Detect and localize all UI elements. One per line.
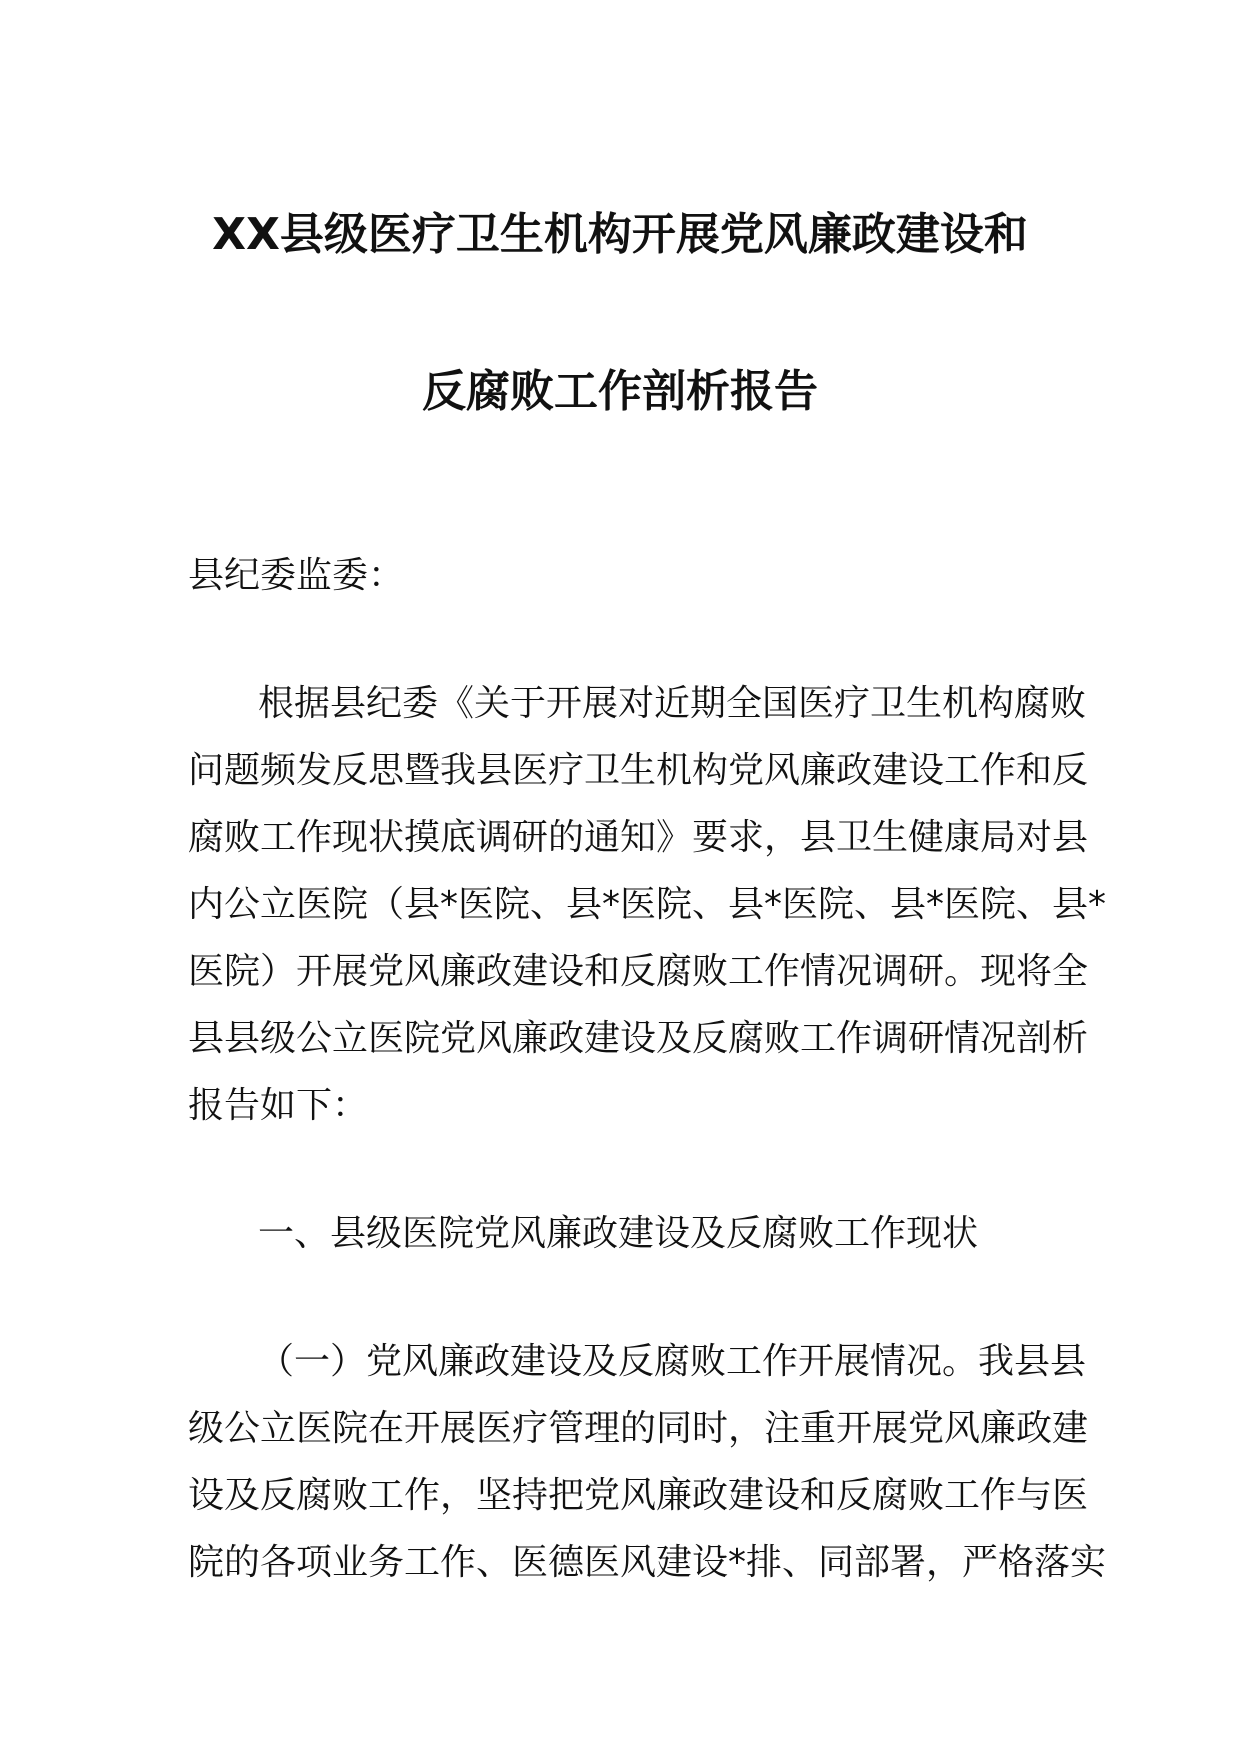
paragraph-2-line: 级公立医院在开展医疗管理的同时，注重开展党风廉政建 [188, 1408, 1089, 1449]
paragraph-1-line: 医院）开展党风廉政建设和反腐败工作情况调研。现将全 [188, 951, 1089, 992]
salutation: 县纪委监委： [188, 555, 405, 596]
document-title-line-1: XX县级医疗卫生机构开展党风廉政建设和 [212, 209, 1028, 260]
paragraph-2-line: 设及反腐败工作，坚持把党风廉政建设和反腐败工作与医 [188, 1475, 1089, 1516]
paragraph-1-line: 根据县纪委《关于开展对近期全国医疗卫生机构腐败 [258, 683, 1087, 724]
section-1-heading: 一、县级医院党风廉政建设及反腐败工作现状 [258, 1213, 979, 1254]
paragraph-2-line: （一）党风廉政建设及反腐败工作开展情况。我县县 [258, 1341, 1087, 1382]
paragraph-1-line: 县县级公立医院党风廉政建设及反腐败工作调研情况剖析 [188, 1018, 1089, 1059]
paragraph-1-line: 问题频发反思暨我县医疗卫生机构党风廉政建设工作和反 [188, 750, 1089, 791]
document-title-line-2: 反腐败工作剖析报告 [422, 366, 818, 417]
paragraph-1-line: 报告如下： [188, 1085, 369, 1126]
paragraph-1-line: 内公立医院（县*医院、县*医院、县*医院、县*医院、县* [188, 884, 1107, 925]
paragraph-1-line: 腐败工作现状摸底调研的通知》要求，县卫生健康局对县 [188, 817, 1089, 858]
paragraph-2-line: 院的各项业务工作、医德医风建设*排、同部署，严格落实 [188, 1542, 1107, 1583]
